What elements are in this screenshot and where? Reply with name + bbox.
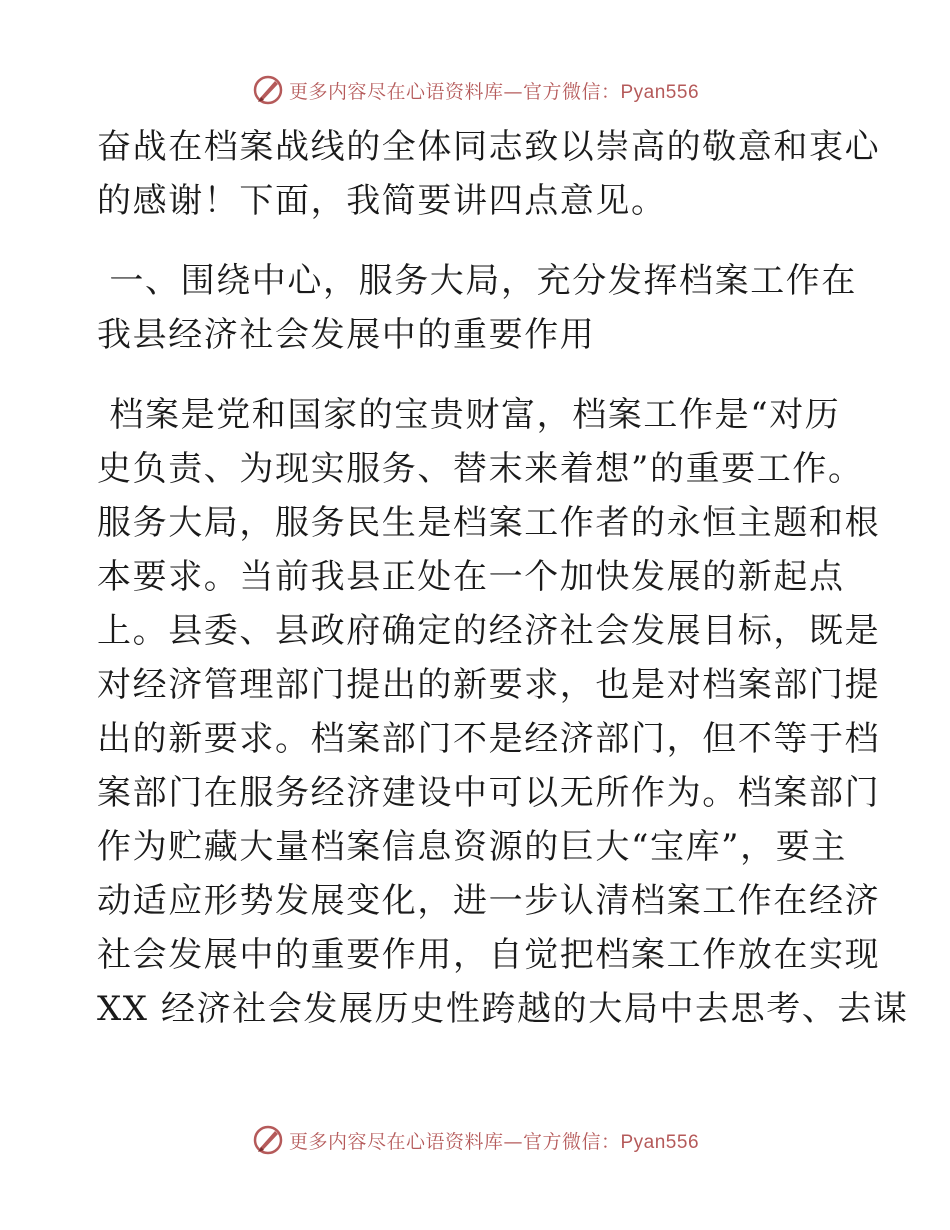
quill-pen-logo-icon: [251, 1123, 285, 1157]
banner-text: [289, 77, 699, 104]
banner-label: 更多内容尽在心语资料库—官方微信：: [288, 80, 621, 103]
paragraph-main: [97, 388, 909, 1036]
text-line: 对经济管理部门提出的新要求，也是对档案部门提: [97, 665, 881, 705]
footer-banner: [0, 1120, 950, 1160]
document-body: [97, 120, 909, 1036]
text-line: 我县经济社会发展中的重要作用: [97, 315, 596, 355]
text-line: 一、围绕中心，服务大局，充分发挥档案工作在: [97, 261, 858, 301]
text-line: 服务大局，服务民生是档案工作者的永恒主题和根: [97, 503, 881, 543]
text-line: 奋战在档案战线的全体同志致以崇高的敬意和衷心: [97, 127, 881, 167]
banner-text: [289, 1127, 699, 1154]
paragraph-intro: [97, 120, 881, 228]
wechat-handle: Pyan556: [620, 81, 700, 103]
text-line: 史负责、为现实服务、替末来着想”的重要工作。: [97, 449, 864, 489]
header-banner: [0, 70, 950, 110]
text-line: 社会发展中的重要作用，自觉把档案工作放在实现: [97, 935, 881, 975]
quill-pen-logo-icon: [251, 73, 285, 107]
text-line: 案部门在服务经济建设中可以无所作为。档案部门: [97, 773, 881, 813]
text-line: 本要求。当前我县正处在一个加快发展的新起点: [97, 557, 845, 597]
wechat-handle: Pyan556: [620, 1131, 700, 1153]
text-line: 档案是党和国家的宝贵财富，档案工作是“对历: [97, 395, 841, 435]
text-line: 上。县委、县政府确定的经济社会发展目标，既是: [97, 611, 881, 651]
text-line: 的感谢！下面，我简要讲四点意见。: [97, 181, 667, 221]
text-line: 作为贮藏大量档案信息资源的巨大“宝库”，要主: [97, 827, 847, 867]
text-line: XX 经济社会发展历史性跨越的大局中去思考、去谋: [97, 989, 909, 1029]
text-line: 动适应形势发展变化，进一步认清档案工作在经济: [97, 881, 881, 921]
banner-label: 更多内容尽在心语资料库—官方微信：: [288, 1130, 621, 1153]
section-heading: [97, 254, 857, 362]
text-line: 出的新要求。档案部门不是经济部门，但不等于档: [97, 719, 881, 759]
